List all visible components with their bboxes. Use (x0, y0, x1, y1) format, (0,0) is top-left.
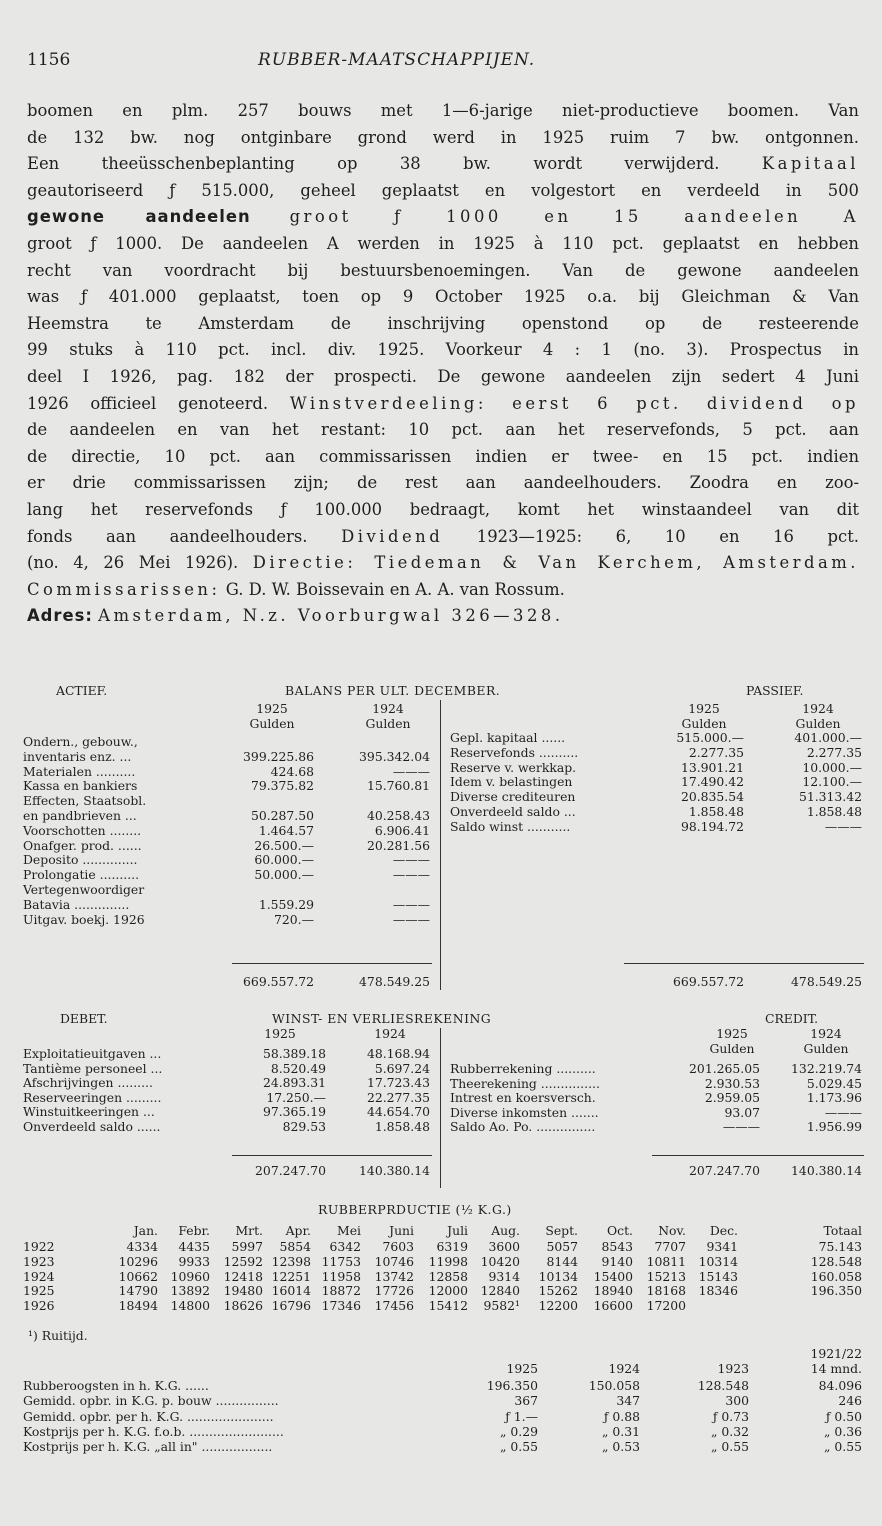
col-year: 1924 (374, 1026, 406, 1041)
debet-row-label: Onverdeeld saldo ...... (23, 1118, 161, 1134)
text-line: Adres: Amsterdam, N.z. Voorburgwal 326—328. (27, 606, 564, 626)
text-line: groot ƒ 1000. De aandeelen A werden in 1925 à 110 pct. geplaatst en hebben (27, 233, 859, 253)
production-value: 12592 (223, 1253, 263, 1269)
credit-row-value-1925: 2.930.53 (704, 1075, 760, 1091)
production-value: 160.058 (810, 1268, 862, 1284)
productie-footnote: ¹) Ruitijd. (28, 1328, 88, 1343)
col-year: 1925 (256, 701, 288, 716)
month-header: Sept. (545, 1223, 578, 1238)
actief-row-value-1925: 79.375.82 (250, 778, 314, 794)
oogst-row-value: „ 0.55 (711, 1439, 749, 1455)
production-value: 12000 (428, 1283, 468, 1299)
production-value: 10420 (480, 1253, 520, 1269)
month-header: Apr. (285, 1223, 311, 1238)
month-header: Febr. (178, 1223, 210, 1238)
oogst-row-value: „ 0.29 (500, 1423, 538, 1439)
oogst-row-value: 196.350 (486, 1378, 538, 1393)
production-value: 18940 (593, 1283, 633, 1299)
production-value: 7603 (382, 1239, 414, 1254)
debet-row-value-1924: 17.723.43 (366, 1075, 430, 1090)
debet-row-value-1924: 22.277.35 (366, 1089, 430, 1105)
debet-row-value-1924: 5.697.24 (374, 1060, 430, 1076)
oogst-year-subheader: 14 mnd. (810, 1361, 862, 1376)
production-value: 10134 (538, 1268, 578, 1284)
oogst-row-value: 347 (616, 1393, 640, 1409)
production-value: 10296 (118, 1253, 158, 1269)
production-year: 1924 (23, 1268, 55, 1284)
passief-row-value-1925: 13.901.21 (680, 759, 744, 775)
actief-row-value-1925: 1.559.29 (258, 896, 314, 912)
text-line: 99 stuks à 110 pct. incl. div. 1925. Voorkeur 4 : 1 (no. 3). Prospectus in (27, 340, 859, 360)
passief-row-value-1925: 20.835.54 (680, 789, 744, 805)
passief-row-label: Reservefonds .......... (450, 744, 579, 760)
passief-row-value-1925: 515.000.— (676, 730, 744, 745)
actief-row-value-1924: ——— (392, 852, 430, 868)
debet-row-value-1924: 48.168.94 (366, 1046, 430, 1061)
actief-row-label: Kassa en bankiers (23, 778, 138, 794)
passief-row-label: Idem v. belastingen (450, 774, 573, 790)
passief-row-value-1925: 1.858.48 (688, 804, 744, 819)
balans-divider (440, 700, 441, 990)
oogst-row-value: „ 0.55 (500, 1439, 538, 1455)
passief-row-label: Saldo winst ........... (450, 818, 571, 834)
oogst-row-label: Gemidd. opbr. in K.G. p. bouw ................ (23, 1393, 279, 1409)
production-value: 10811 (646, 1253, 686, 1269)
production-value: 15262 (538, 1283, 578, 1299)
production-value: 6319 (436, 1239, 468, 1254)
debet-row-value-1925: 829.53 (282, 1118, 326, 1134)
debet-row-value-1924: 1.858.48 (374, 1118, 430, 1134)
month-header: Mei (337, 1223, 361, 1238)
oogst-row-value: 84.096 (818, 1378, 862, 1393)
production-value: 11958 (321, 1268, 361, 1284)
debet-row-value-1925: 58.389.18 (262, 1046, 326, 1061)
text-line: geautoriseerd ƒ 515.000, geheel geplaatst en volgestort en verdeeld in 500 (27, 180, 859, 200)
actief-row-value-1924: ——— (392, 867, 430, 883)
passief-total-1925: 669.557.72 (673, 974, 744, 989)
debet-row-label: Afschrijvingen ......... (23, 1075, 153, 1090)
production-value: 15400 (593, 1268, 633, 1284)
text-line: was ƒ 401.000 geplaatst, toen op 9 October 1925 o.a. bij Gleichman & Van (27, 287, 859, 307)
passief-row-label: Reserve v. werkkap. (450, 759, 577, 775)
credit-row-label: Theerekening ............... (450, 1075, 600, 1091)
month-header: Nov. (658, 1223, 686, 1238)
credit-row-value-1925: 2.959.05 (704, 1090, 760, 1105)
actief-row-label: Prolongatie .......... (23, 867, 140, 883)
passief-row-label: Gepl. kapitaal ...... (450, 730, 566, 745)
credit-row-label: Rubberrekening .......... (450, 1061, 596, 1076)
credit-row-value-1925: 201.265.05 (689, 1061, 760, 1076)
col-year: 1925 (264, 1026, 296, 1041)
production-value: 10960 (170, 1268, 210, 1284)
total-rule (232, 963, 432, 964)
text-line: de 132 bw. nog ontginbare grond werd in 1925 ruim 7 bw. ontgonnen. (27, 127, 859, 147)
oogst-year-header: 1924 (608, 1361, 640, 1376)
production-value: 10662 (118, 1268, 158, 1284)
col-year: 1924 (810, 1026, 842, 1041)
oogst-row-value: „ 0.32 (711, 1423, 749, 1439)
credit-total-1924: 140.380.14 (791, 1163, 862, 1178)
col-year: 1925 (688, 701, 720, 716)
debet-total-1924: 140.380.14 (359, 1163, 430, 1178)
production-value: 7707 (654, 1239, 686, 1254)
text-line: de directie, 10 pct. aan commissarissen indien er twee- en 15 pct. indien (27, 446, 859, 466)
production-value: 196.350 (810, 1283, 862, 1299)
actief-row-label: Voorschotten ........ (23, 822, 142, 838)
oogst-row-value: ƒ 0.88 (603, 1408, 640, 1424)
passief-total-1924: 478.549.25 (791, 974, 862, 989)
passief-row-value-1924: 1.858.48 (806, 804, 862, 819)
oogst-row-label: Rubberoogsten in h. K.G. ...... (23, 1378, 209, 1393)
productie-title: RUBBERPRDUCTIE (½ K.G.) (318, 1202, 512, 1217)
actief-row-value-1925: 399.225.86 (243, 748, 314, 764)
col-unit: Gulden (803, 1041, 849, 1056)
production-value: 12200 (538, 1298, 578, 1314)
oogst-row-value: „ 0.31 (602, 1423, 640, 1439)
production-value: 4435 (178, 1239, 210, 1254)
month-header: Oct. (606, 1223, 633, 1238)
text-line: fonds aan aandeelhouders. Dividend 1923—1925: 6, 10 en 16 pct. (27, 526, 860, 546)
credit-row-label: Saldo Ao. Po. ............... (450, 1119, 596, 1134)
col-unit: Gulden (681, 716, 727, 731)
debet-row-label: Reserveeringen ......... (23, 1089, 162, 1105)
actief-row-value-1925: 50.287.50 (250, 808, 314, 823)
actief-row-label: Ondern., gebouw., (23, 734, 138, 749)
actief-row-value-1925: 50.000.— (254, 867, 314, 883)
month-header: Juli (447, 1223, 468, 1238)
col-unit: Gulden (249, 716, 295, 731)
credit-heading: CREDIT. (765, 1011, 819, 1026)
oogst-row-label: Kostprijs per h. K.G. f.o.b. ........................ (23, 1423, 284, 1439)
debet-row-value-1925: 8.520.49 (270, 1060, 326, 1076)
production-value: 14790 (118, 1283, 158, 1299)
month-header: Mrt. (235, 1223, 263, 1238)
production-value: 8144 (546, 1253, 578, 1269)
credit-row-value-1925: ——— (722, 1119, 760, 1134)
page-number: 1156 (27, 50, 71, 70)
production-value: 13892 (170, 1283, 210, 1299)
actief-row-label: en pandbrieven ... (23, 808, 137, 823)
production-value: 9314 (488, 1268, 520, 1284)
text-line: er drie commissarissen zijn; de rest aan aandeelhouders. Zoodra en zoo- (27, 473, 859, 493)
production-value: 11753 (321, 1253, 361, 1269)
production-year: 1922 (23, 1239, 55, 1254)
month-header: Dec. (709, 1223, 738, 1238)
text-line: (no. 4, 26 Mei 1926). Directie: Tiedeman & Van Kerchem, Amsterdam. (27, 553, 859, 573)
company-description (27, 98, 859, 630)
production-value: 15412 (428, 1298, 468, 1314)
actief-row-value-1924: ——— (392, 763, 430, 779)
credit-row-value-1924: 1.173.96 (806, 1090, 862, 1105)
actief-row-value-1925: 26.500.— (254, 837, 314, 853)
actief-row-value-1924: 6.906.41 (374, 822, 430, 838)
production-value: 3600 (488, 1239, 520, 1254)
col-unit: Gulden (795, 716, 841, 731)
oogst-row-value: ƒ 1.— (505, 1408, 538, 1424)
actief-row-label: Effecten, Staatsobl. (23, 793, 147, 809)
passief-row-value-1925: 2.277.35 (688, 744, 744, 760)
production-value: 19480 (223, 1283, 263, 1299)
actief-row-label: Batavia .............. (23, 896, 130, 912)
production-value: 11998 (428, 1253, 468, 1269)
debet-row-value-1925: 17.250.— (266, 1089, 326, 1105)
production-value: 12858 (428, 1268, 468, 1284)
actief-row-label: Materialen .......... (23, 763, 136, 779)
actief-row-label: Uitgav. boekj. 1926 (23, 911, 145, 927)
passief-row-value-1924: 401.000.— (794, 730, 862, 745)
oogst-row-value: 300 (725, 1393, 749, 1409)
oogst-row-value: 128.548 (697, 1378, 749, 1393)
production-value: 12418 (223, 1268, 263, 1284)
col-unit: Gulden (709, 1041, 755, 1056)
production-value: 10314 (698, 1253, 738, 1269)
actief-row-value-1925: 720.— (274, 911, 314, 927)
oogst-row-value: „ 0.55 (824, 1439, 862, 1455)
text-line: gewone aandeelen groot ƒ 1000 en 15 aandeelen A (27, 207, 859, 227)
oogst-row-label: Gemidd. opbr. per h. K.G. ...................... (23, 1408, 274, 1424)
actief-row-value-1924: 15.760.81 (366, 778, 430, 794)
credit-row-value-1924: 1.956.99 (806, 1119, 862, 1134)
oogst-year-header: 1925 (506, 1361, 538, 1376)
production-value: 12840 (480, 1283, 520, 1299)
production-year: 1923 (23, 1253, 55, 1269)
month-header: Aug. (491, 1223, 520, 1238)
production-value: 8543 (601, 1239, 633, 1254)
production-value: 18168 (646, 1283, 686, 1299)
debet-heading: DEBET. (60, 1011, 108, 1026)
actief-row-label: Vertegenwoordiger (23, 882, 145, 897)
col-unit: Gulden (365, 716, 411, 731)
production-value: 5997 (231, 1239, 263, 1254)
total-rule (652, 1155, 864, 1156)
actief-row-label: Deposito .............. (23, 852, 138, 868)
actief-row-label: Onafger. prod. ...... (23, 837, 142, 853)
actief-row-value-1925: 60.000.— (254, 852, 314, 868)
text-line: Commissarissen: G. D. W. Boissevain en A. A. van Rossum. (27, 579, 565, 599)
month-header: Juni (389, 1223, 414, 1238)
credit-row-value-1924: 132.219.74 (791, 1061, 862, 1076)
actief-heading: ACTIEF. (56, 683, 108, 698)
actief-row-label: inventaris enz. ... (23, 748, 132, 764)
col-year: 1924 (372, 701, 404, 716)
running-title: RUBBER-MAATSCHAPPIJEN. (258, 50, 536, 70)
debet-row-value-1924: 44.654.70 (366, 1104, 430, 1119)
balans-title: BALANS PER ULT. DECEMBER. (285, 683, 501, 698)
debet-row-value-1925: 24.893.31 (262, 1075, 326, 1090)
production-year: 1925 (23, 1283, 55, 1299)
credit-total-1925: 207.247.70 (689, 1163, 760, 1178)
actief-total-1924: 478.549.25 (359, 974, 430, 989)
production-value: 9933 (178, 1253, 210, 1269)
text-line: Heemstra te Amsterdam de inschrijving openstond op de resteerende (27, 313, 859, 333)
passief-row-value-1924: 51.313.42 (798, 789, 862, 805)
passief-row-value-1925: 98.194.72 (680, 818, 744, 834)
production-value: 18494 (118, 1298, 158, 1314)
passief-row-value-1924: ——— (824, 818, 862, 834)
passief-row-value-1925: 17.490.42 (680, 774, 744, 790)
debet-row-label: Winstuitkeeringen ... (23, 1104, 155, 1119)
production-value: 16796 (271, 1298, 311, 1314)
production-value: 17726 (374, 1283, 414, 1299)
col-year: 1924 (802, 701, 834, 716)
oogst-row-label: Kostprijs per h. K.G. „all in" .................. (23, 1439, 273, 1455)
oogst-row-value: ƒ 0.50 (825, 1408, 862, 1424)
total-rule (624, 963, 864, 964)
credit-row-value-1924: ——— (824, 1104, 862, 1120)
credit-row-label: Diverse inkomsten ....... (450, 1104, 599, 1120)
passief-heading: PASSIEF. (746, 683, 804, 698)
credit-row-value-1924: 5.029.45 (806, 1075, 862, 1091)
production-value: 12398 (271, 1253, 311, 1269)
production-value: 9582¹ (483, 1298, 520, 1314)
month-header: Totaal (823, 1223, 862, 1238)
credit-row-label: Intrest en koersversch. (450, 1090, 596, 1105)
production-value: 16600 (593, 1298, 633, 1314)
production-value: 9341 (706, 1239, 738, 1254)
passief-row-value-1924: 12.100.— (802, 774, 862, 790)
production-value: 14800 (170, 1298, 210, 1314)
total-rule (232, 1155, 432, 1156)
production-value: 18872 (321, 1283, 361, 1299)
production-value: 16014 (271, 1283, 311, 1299)
text-line: lang het reservefonds ƒ 100.000 bedraagt, komt het winstaandeel van dit (27, 499, 859, 519)
col-year: 1925 (716, 1026, 748, 1041)
oogst-year-header: 1921/22 (810, 1346, 862, 1361)
debet-row-label: Tantième personeel ... (23, 1060, 163, 1076)
oogst-row-value: „ 0.53 (602, 1439, 640, 1455)
debet-row-value-1925: 97.365.19 (262, 1104, 326, 1119)
passief-row-label: Diverse crediteuren (450, 789, 576, 805)
oogst-row-value: 367 (514, 1393, 538, 1409)
production-value: 18626 (223, 1298, 263, 1314)
production-value: 15213 (646, 1268, 686, 1284)
actief-row-value-1924: ——— (392, 896, 430, 912)
passief-row-value-1924: 10.000.— (802, 759, 862, 775)
production-value: 17346 (321, 1298, 361, 1314)
production-value: 9140 (601, 1253, 633, 1269)
oogst-row-value: 150.058 (588, 1378, 640, 1393)
passief-row-value-1924: 2.277.35 (806, 744, 862, 760)
actief-row-value-1924: ——— (392, 911, 430, 927)
actief-row-value-1924: 20.281.56 (366, 837, 430, 853)
text-line: recht van voordracht bij bestuursbenoemingen. Van de gewone aandeelen (27, 260, 859, 280)
production-value: 15143 (698, 1268, 738, 1284)
actief-row-value-1925: 424.68 (270, 763, 314, 779)
actief-total-1925: 669.557.72 (243, 974, 314, 989)
production-value: 10746 (374, 1253, 414, 1269)
debet-row-label: Exploitatieuitgaven ... (23, 1046, 162, 1061)
text-line: boomen en plm. 257 bouws met 1—6-jarige niet-productieve boomen. Van (27, 101, 859, 120)
passief-row-label: Onverdeeld saldo ... (450, 804, 576, 819)
production-year: 1926 (23, 1298, 55, 1314)
winst-title: WINST- EN VERLIESREKENING (272, 1011, 492, 1026)
credit-row-value-1925: 93.07 (724, 1104, 760, 1120)
production-value: 4334 (126, 1239, 158, 1254)
oogst-year-header: 1923 (717, 1361, 749, 1376)
production-value: 13742 (374, 1268, 414, 1284)
oogst-row-value: „ 0.36 (824, 1423, 862, 1439)
text-line: deel I 1926, pag. 182 der prospecti. De gewone aandeelen zijn sedert 4 Juni (27, 366, 859, 386)
production-value: 128.548 (810, 1253, 862, 1269)
production-value: 5854 (279, 1239, 311, 1254)
production-value: 17200 (646, 1298, 686, 1314)
actief-row-value-1924: 40.258.43 (366, 808, 430, 823)
winst-divider (440, 1028, 441, 1188)
oogst-row-value: ƒ 0.73 (712, 1408, 749, 1424)
production-value: 17456 (374, 1298, 414, 1314)
production-value: 75.143 (818, 1239, 862, 1254)
oogst-row-value: 246 (838, 1393, 862, 1409)
text-line: 1926 officieel genoteerd. Winstverdeeling: eerst 6 pct. dividend op (27, 393, 859, 413)
actief-row-value-1925: 1.464.57 (258, 822, 314, 838)
text-line: Een theeüsschenbeplanting op 38 bw. wordt verwijderd. Kapitaal (27, 154, 859, 174)
actief-row-value-1924: 395.342.04 (359, 748, 430, 764)
debet-total-1925: 207.247.70 (255, 1163, 326, 1178)
production-value: 18346 (698, 1283, 738, 1299)
text-line: de aandeelen en van het restant: 10 pct. aan het reservefonds, 5 pct. aan (27, 420, 859, 440)
month-header: Jan. (133, 1223, 158, 1238)
production-value: 12251 (271, 1268, 311, 1284)
production-value: 5057 (546, 1239, 578, 1254)
production-value: 6342 (329, 1239, 361, 1254)
